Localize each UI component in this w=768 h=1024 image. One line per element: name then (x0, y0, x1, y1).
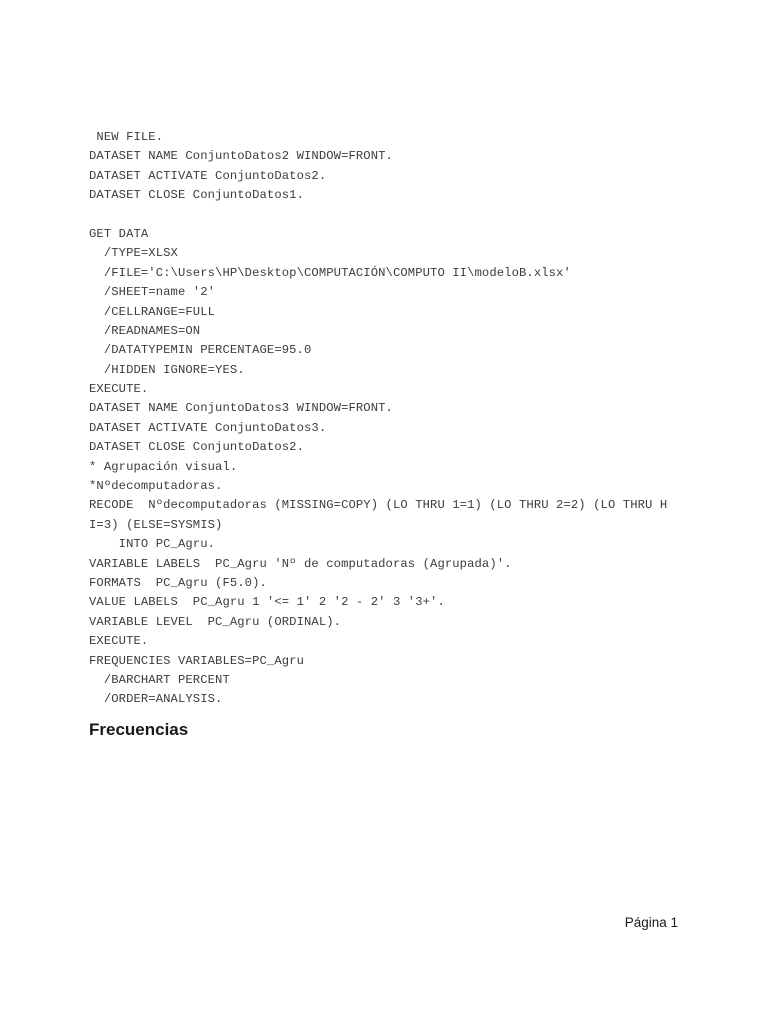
syntax-line: /FILE='C:\Users\HP\Desktop\COMPUTACIÓN\COMPUTO II\modeloB.xlsx' (89, 265, 571, 280)
syntax-line: DATASET NAME ConjuntoDatos2 WINDOW=FRONT. (89, 149, 393, 164)
syntax-line: DATASET CLOSE ConjuntoDatos2. (89, 440, 304, 455)
syntax-line: DATASET ACTIVATE ConjuntoDatos3. (89, 420, 327, 435)
syntax-line: FORMATS PC_Agru (F5.0). (89, 575, 267, 590)
syntax-line: RECODE Nºdecomputadoras (MISSING=COPY) (LO THRU 1=1) (LO THRU 2=2) (LO THRU H (89, 498, 668, 513)
syntax-line: EXECUTE. (89, 634, 149, 649)
frequencies-heading: Frecuencias (89, 720, 189, 739)
syntax-line: DATASET NAME ConjuntoDatos3 WINDOW=FRONT. (89, 401, 393, 416)
syntax-line: /TYPE=XLSX (89, 246, 178, 261)
syntax-line: VARIABLE LEVEL PC_Agru (ORDINAL). (89, 614, 342, 629)
syntax-line: /ORDER=ANALYSIS. (89, 692, 223, 707)
syntax-line: EXECUTE. (89, 382, 149, 397)
syntax-line: GET DATA (89, 226, 149, 241)
syntax-line: /READNAMES=ON (89, 323, 201, 338)
syntax-line: *Nºdecomputadoras. (89, 479, 223, 494)
syntax-line: /HIDDEN IGNORE=YES. (89, 362, 245, 377)
syntax-line: /BARCHART PERCENT (89, 672, 230, 687)
syntax-line: NEW FILE. (89, 130, 164, 144)
spss-syntax-block (89, 128, 729, 710)
syntax-line: * Agrupación visual. (89, 459, 238, 474)
syntax-line: INTO PC_Agru. (89, 537, 216, 552)
syntax-line: DATASET CLOSE ConjuntoDatos1. (89, 188, 304, 203)
syntax-line (89, 206, 729, 225)
syntax-line: VALUE LABELS PC_Agru 1 '<= 1' 2 '2 - 2' 3 '3+'. (89, 595, 445, 610)
syntax-line: I=3) (ELSE=SYSMIS) (89, 517, 223, 532)
syntax-line: /DATATYPEMIN PERCENTAGE=95.0 (89, 343, 312, 358)
syntax-line: /SHEET=name '2' (89, 285, 216, 300)
syntax-line: FREQUENCIES VARIABLES=PC_Agru (89, 653, 304, 668)
syntax-line: /CELLRANGE=FULL (89, 304, 216, 319)
page-number: Página 1 (624, 915, 678, 930)
syntax-line: VARIABLE LABELS PC_Agru 'Nº de computadoras (Agrupada)'. (89, 556, 512, 571)
syntax-line: DATASET ACTIVATE ConjuntoDatos2. (89, 168, 327, 183)
